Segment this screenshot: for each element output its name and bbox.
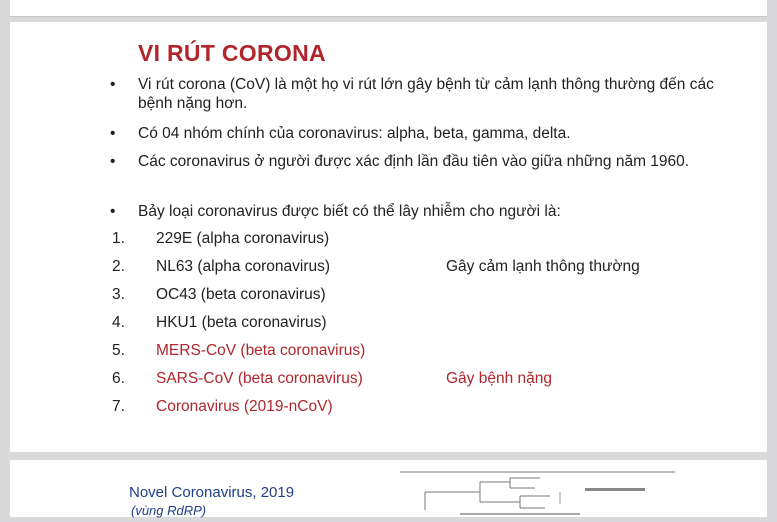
list-number: 7. — [112, 398, 125, 415]
bullet-text: Có 04 nhóm chính của coronavirus: alpha, beta, gamma, delta. — [138, 125, 571, 142]
bullet-dot: • — [110, 203, 116, 220]
list-text: 229E (alpha coronavirus) — [156, 230, 330, 247]
list-text: SARS-CoV (beta coronavirus) — [156, 370, 363, 387]
list-number: 6. — [112, 370, 125, 387]
list-text: MERS-CoV (beta coronavirus) — [156, 342, 366, 359]
bullet-text: Vi rút corona (CoV) là một họ vi rút lớn gây bệnh từ cảm lạnh thông thường đến các bệnh nặng hơn. — [138, 76, 714, 112]
next-slide — [10, 460, 767, 517]
list-number: 1. — [112, 230, 125, 247]
note-severe: Gây bệnh nặng — [446, 370, 553, 387]
list-number: 2. — [112, 258, 125, 275]
current-slide — [10, 22, 767, 452]
bullet-dot: • — [110, 76, 116, 93]
previous-slide — [10, 0, 767, 17]
note-mild: Gây cảm lạnh thông thường — [446, 258, 640, 275]
bullet-text: Các coronavirus ở người được xác định lần đầu tiên vào giữa những năm 1960. — [138, 153, 690, 170]
phylogenetic-tree-figure — [400, 470, 680, 517]
list-text: HKU1 (beta coronavirus) — [156, 314, 327, 331]
bullet-text: Bảy loại coronavirus được biết có thể lây nhiễm cho người là: — [138, 203, 561, 220]
list-text: OC43 (beta coronavirus) — [156, 286, 326, 303]
list-number: 4. — [112, 314, 125, 331]
list-number: 5. — [112, 342, 125, 359]
list-text: Coronavirus (2019-nCoV) — [156, 398, 333, 415]
list-number: 3. — [112, 286, 125, 303]
bullet-dot: • — [110, 125, 116, 142]
next-slide-subtitle: (vùng RdRP) — [131, 503, 207, 518]
list-text: NL63 (alpha coronavirus) — [156, 258, 331, 275]
slide-title: VI RÚT CORONA — [138, 40, 326, 66]
next-slide-title: Novel Coronavirus, 2019 — [129, 484, 295, 501]
bullet-dot: • — [110, 153, 116, 170]
